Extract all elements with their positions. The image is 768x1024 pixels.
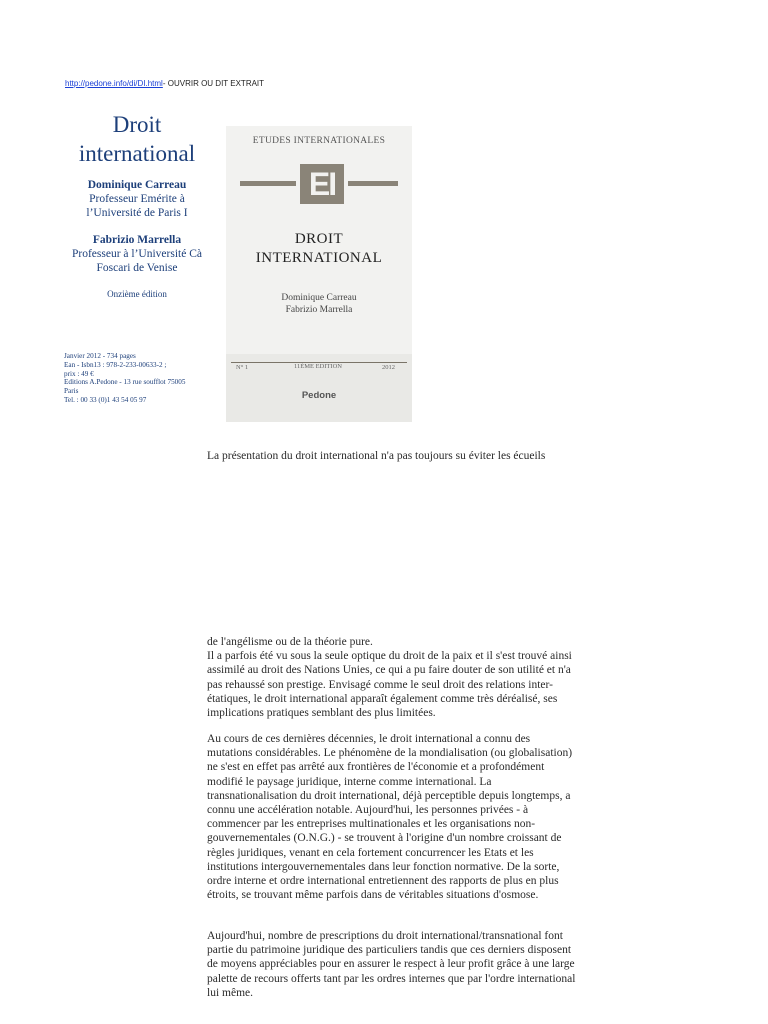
author2-role-line2: Foscari de Venise bbox=[96, 262, 178, 274]
author1-block bbox=[62, 178, 212, 220]
cover-publisher: Pedone bbox=[301, 390, 337, 401]
book-title-line2: international bbox=[78, 141, 196, 166]
detail-line: Janvier 2012 - 734 pages bbox=[64, 352, 136, 360]
paragraph-1: de l'angélisme ou de la théorie pure. Il a parfois été vu sous la seule optique du droit de la paix et il s'est trouvé ainsi assimilé au droit des Nations Unies, ce qui a pu faire douter de son utilité et n'a pas rehaussé son prestige. Envisagé comme le seul droit des relations inter-étatiques, le droit international apparaît également comme très déréalisé, ses implications pratiques semblant des plus limitées. bbox=[207, 636, 572, 720]
paragraph-2: Au cours de ces dernières décennies, le droit international a connu des mutations considérables. Le phénomène de la mondialisation (ou globalisation) ne s'est en effet pas arrêté aux frontières de l'économie et a profondément modifié le paysage juridique, interne comme international. La transnationalisation du droit international, déjà perceptible depuis longtemps, a connu une accélération notable. Aujourd'hui, les personnes privées - à commencer par les entreprises multinationales et les organisations non-gouvernementales (O.N.G.) - se trouvent à l'origine d'un nombre croissant de règles juridiques, venant en cela fortement concurrencer les Etats et les institutions intergouvernementales dans leur fonction normative. De la sorte, ordre interne et ordre international entretiennent des rapports de plus en plus étroits, se trouvant même parfois dans de véritables situations d'osmose. bbox=[207, 733, 573, 902]
author2-block bbox=[62, 233, 212, 275]
detail-line: prix : 49 € bbox=[64, 369, 94, 378]
source-link-line bbox=[65, 79, 264, 88]
cover-title-line1: DROIT bbox=[294, 231, 344, 247]
cover-series: ETUDES INTERNATIONALES bbox=[252, 136, 386, 146]
cover-title-line2: INTERNATIONAL bbox=[255, 250, 383, 266]
book-details bbox=[64, 352, 214, 405]
author1-role-line1: Professeur Emérite à bbox=[89, 193, 185, 205]
cover-authors bbox=[226, 292, 412, 316]
book-cover-image bbox=[226, 126, 412, 422]
detail-line: Tel. : 00 33 (0)1 43 54 05 97 bbox=[64, 395, 147, 404]
cover-author1: Dominique Carreau bbox=[281, 293, 357, 303]
paragraph-3: Aujourd'hui, nombre de prescriptions du droit international/transnational font partie du patrimoine juridique des particuliers tandis que ces derniers disposent de moyens appréciables pour en assurer le respect à leur profit grâce à une large palette de recours offerts tant par les ordres internes que par l'ordre international lui même. bbox=[207, 930, 576, 999]
author2-name: Fabrizio Marrella bbox=[92, 234, 182, 246]
cover-edition: 11ÈME EDITION bbox=[294, 363, 342, 370]
link-suffix: - OUVRIR OU DIT EXTRAIT bbox=[162, 79, 265, 88]
cover-author2: Fabrizio Marrella bbox=[285, 305, 353, 315]
book-title-line1: Droit bbox=[112, 112, 162, 137]
cover-number: N° 1 bbox=[236, 364, 249, 371]
detail-line: Ean - Isbn13 : 978-2-233-00633-2 ; bbox=[64, 360, 167, 369]
pedone-link[interactable]: http://pedone.info/di/DI.html bbox=[65, 79, 163, 88]
detail-line: Editions A.Pedone - 13 rue soufflot 75005 bbox=[64, 378, 186, 387]
detail-line: Paris bbox=[64, 387, 79, 396]
book-title bbox=[62, 110, 212, 168]
cover-logo: EI bbox=[300, 164, 344, 204]
author2-role-line1: Professeur à l’Université Cà bbox=[72, 248, 202, 260]
author1-role-line2: l’Université de Paris I bbox=[86, 207, 188, 219]
intro-paragraph: La présentation du droit international n'a pas toujours su éviter les écueils bbox=[207, 450, 546, 462]
cover-year: 2012 bbox=[382, 364, 395, 371]
author1-name: Dominique Carreau bbox=[87, 179, 187, 191]
cover-bar-left bbox=[240, 181, 296, 186]
cover-bar-right bbox=[348, 181, 398, 186]
cover-title bbox=[226, 230, 412, 268]
edition-label: Onzième édition bbox=[107, 289, 167, 299]
